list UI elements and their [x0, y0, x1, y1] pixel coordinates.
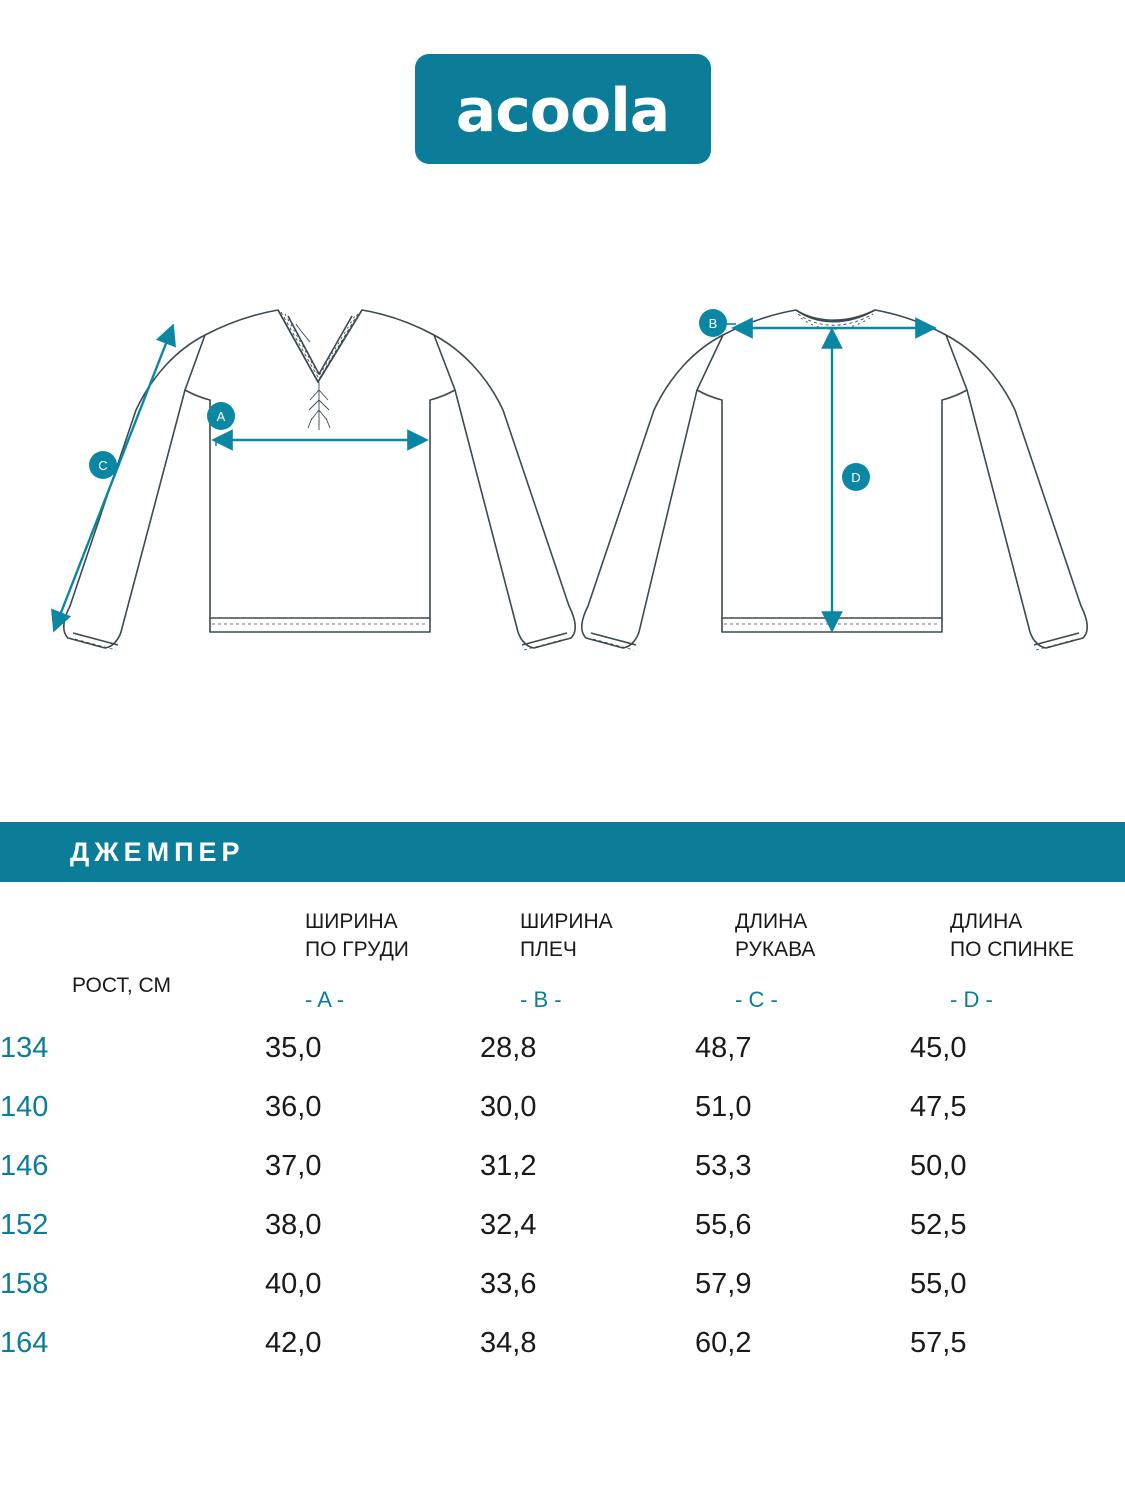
column-header-back	[910, 882, 1125, 1019]
column-header-sleeve-line2: РУКАВА	[735, 938, 816, 962]
cell-shoulder: 32,4	[480, 1208, 537, 1241]
label-b-text: B	[708, 316, 718, 331]
cell-height: 158	[0, 1267, 49, 1300]
cell-back: 55,0	[910, 1267, 967, 1300]
cell-height: 134	[0, 1031, 49, 1064]
column-header-sleeve-letter: - C -	[735, 986, 778, 1012]
cell-height: 164	[0, 1326, 49, 1359]
table-row	[0, 1137, 1125, 1196]
column-header-back-line1: ДЛИНА	[950, 910, 1023, 933]
table-row	[0, 1196, 1125, 1255]
front-lacing-detail	[308, 382, 330, 430]
cell-chest: 36,0	[265, 1090, 322, 1123]
cell-sleeve: 55,6	[695, 1208, 752, 1241]
cell-height: 140	[0, 1090, 49, 1123]
column-header-shoulder	[480, 882, 695, 1019]
column-header-height-label: РОСТ, СМ	[72, 974, 171, 997]
cell-chest: 38,0	[265, 1208, 322, 1241]
front-view-outline	[64, 310, 576, 648]
back-hem-stitching	[593, 624, 1077, 650]
column-header-sleeve-line1: ДЛИНА	[735, 910, 808, 933]
column-header-chest-letter: - A -	[305, 986, 345, 1012]
cell-shoulder: 33,6	[480, 1267, 537, 1300]
column-header-shoulder-line1: ШИРИНА	[520, 910, 613, 933]
cell-chest: 40,0	[265, 1267, 322, 1300]
column-header-sleeve	[695, 882, 910, 1019]
cell-back: 47,5	[910, 1090, 967, 1123]
front-hem-stitching	[75, 624, 565, 650]
cell-shoulder: 31,2	[480, 1149, 537, 1182]
cell-sleeve: 51,0	[695, 1090, 752, 1123]
cell-shoulder: 30,0	[480, 1090, 537, 1123]
column-header-shoulder-letter: - B -	[520, 986, 562, 1012]
size-table-head	[0, 882, 1125, 1019]
garment-measurement-diagram	[0, 250, 1125, 810]
column-header-chest	[265, 882, 480, 1019]
label-a-text: A	[216, 409, 226, 424]
cell-sleeve: 57,9	[695, 1267, 752, 1300]
column-header-chest-line1: ШИРИНА	[305, 910, 398, 933]
cell-height: 146	[0, 1149, 49, 1182]
size-table-title: ДЖЕМПЕР	[70, 836, 245, 867]
cell-height: 152	[0, 1208, 49, 1241]
cell-chest: 35,0	[265, 1031, 322, 1064]
table-row	[0, 1078, 1125, 1137]
label-c-text: C	[98, 458, 108, 473]
measure-line-a	[216, 440, 424, 446]
cell-back: 45,0	[910, 1031, 967, 1064]
table-row	[0, 1314, 1125, 1373]
size-table-title-bar	[0, 822, 1125, 882]
cell-sleeve: 60,2	[695, 1326, 752, 1359]
cell-sleeve: 53,3	[695, 1149, 752, 1182]
cell-back: 57,5	[910, 1326, 967, 1359]
cell-back: 52,5	[910, 1208, 967, 1241]
front-neck-stitching	[281, 312, 359, 379]
size-table-body	[0, 1019, 1125, 1373]
column-header-back-letter: - D -	[950, 986, 993, 1012]
table-row	[0, 1255, 1125, 1314]
table-row	[0, 1019, 1125, 1078]
size-table-section	[0, 822, 1125, 1373]
size-table	[0, 882, 1125, 1373]
brand-header	[0, 54, 1125, 164]
column-header-height	[0, 882, 265, 1019]
cell-shoulder: 34,8	[480, 1326, 537, 1359]
cell-shoulder: 28,8	[480, 1031, 537, 1064]
column-header-back-line2: ПО СПИНКЕ	[950, 938, 1075, 962]
column-header-chest-line2: ПО ГРУДИ	[305, 938, 409, 962]
label-d-text: D	[851, 470, 861, 485]
measure-line-c	[55, 328, 172, 628]
back-view-outline	[582, 310, 1088, 648]
column-header-shoulder-line2: ПЛЕЧ	[520, 938, 577, 962]
acoola-logo	[415, 54, 711, 164]
cell-chest: 42,0	[265, 1326, 322, 1359]
logo-wordmark: acoola	[455, 76, 670, 146]
cell-back: 50,0	[910, 1149, 967, 1182]
cell-sleeve: 48,7	[695, 1031, 752, 1064]
cell-chest: 37,0	[265, 1149, 322, 1182]
